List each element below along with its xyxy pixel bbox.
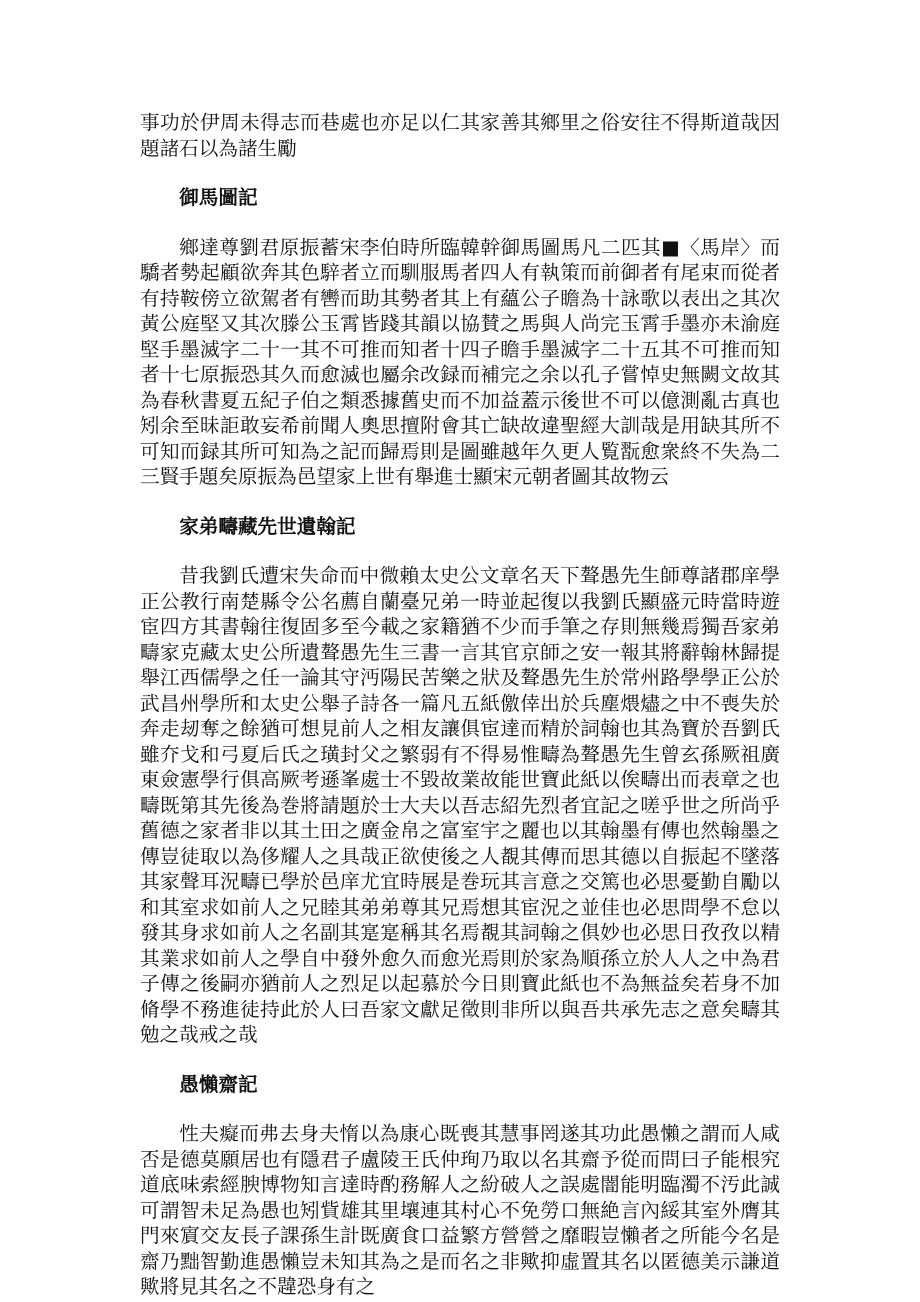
section-title-yuma: 御馬圖記 (179, 186, 258, 209)
section-title-yulan: 愚懶齋記 (179, 1072, 258, 1096)
section-title-jiadi: 家弟疇藏先世遺翰記 (179, 514, 356, 538)
section-body-yuma: 鄉達尊劉君原振蓄宋李伯時所臨韓幹御馬圖馬凡二匹其■〈馬岸〉而驕者勢起顧欲奔其色騂者立而馴服馬者四人有執策而前御者有尾束而從者有持鞍傍立欲駕者有轡而助其勢者其上有蘊公子瞻為十詠歌以表出之其次黃公庭堅又其次滕公玉霄皆踐其韻以協賛之馬與人尚完玉霄手墨亦未渝庭堅手墨滅字二十一其不可推而知者十四子瞻手墨滅字二十五其不可推而知者十七原振恐其久而愈滅也屬余改録而補完之余以孔子嘗悼史無闕文故其為春秋書夏五紀子伯之類悉據舊史而不加益蓋示後世不可以億測亂古真也矧余至昧詎敢妄希前聞人奧思擅附會其亡缺故違聖經大訓哉是用缺其所不可知而録其所可知為之記而歸焉則是圖雖越年久更人覧翫愈衆終不失為二三賢手題矣原振為邑望家上世有舉進士顯宋元朝者圖其故物云 (140, 235, 780, 488)
section-body-jiadi: 昔我劉氏遭宋失命而中微賴太史公文章名天下聱愚先生師尊諸郡庠學正公教行南楚縣令公名薦自蘭臺兄弟一時並起復以我劉氏顯盛元時當時遊宦四方其書翰往復固多至今載之家籍猶不少而手筆之存則無幾焉獨吾家弟疇家克藏太史公所遺聱愚先生三書一言其官京師之安一報其將辭翰林歸提舉江西儒學之任一論其守沔陽民苦樂之狀及聱愚先生於常州路學學正公於武昌州學所和太史公舉子詩各一篇凡五紙儌倖出於兵塵煨燼之中不喪失於奔走刼奪之餘猶可想見前人之相友讓俱宦達而精於詞翰也其為寶於吾劉氏雖夰戈和弓夏后氏之璜封父之繁弱有不得易惟疇為聱愚先生曾玄孫厥祖廣東僉憲學行俱高厥考遜峯處士不毀故業故能世寶此紙以俟疇出而表章之也疇既第其先後為巻將請題於士大夫以吾志紹先烈者宜記之嗟乎世之所尚乎舊德之家者非以其土田之廣金帛之富室宇之麗也以其翰墨有傳也然翰墨之傳豈徒取以為侈耀人之具哉正欲使後之人覩其傳而思其德以自振起不墜落其家聲耳況疇已學於邑庠尤宜時展是巻玩其言意之交篤也必思憂勤自勵以和其室求如前人之兄睦其弟弟尊其兄焉想其宦況之並佳也必思問學不怠以發其身求如前人之名副其寔寔稱其名焉覩其詞翰之俱妙也必思日孜孜以精其業求如前人之學自中發外愈久而愈光焉則於家為順孫立於人人之中為君子傳之後嗣亦猶前人之烈足以起慕於今日則寶此紙也不為無益矣若身不加脩學不務進徒持此於人曰吾家文獻足徵則非所以與吾共承先志之意矣疇其勉之哉戒之哉 (140, 564, 780, 1046)
section-body-yulan: 性夫癡而弗去身夫惰以為康心既喪其慧事罔遂其功此愚懶之謂而人咸否是德莫願居也有隱君子盧陵王氏仲珣乃取以名其齋予從而問曰子能根究道底味索經腴博物知言達時酌務解人之紛破人之誤處闇能明臨濁不汚此誠可謂智未足為愚也矧貲雄其里壤連其村心不免勞口無絶言內綏其室外膺其門來賔交友長子課孫生計既廣食口益繁方營營之靡暇豈懶者之所能今名是齋乃黜智勤進愚懶豈未知其為之是而名之非歟抑虛置其名以匿德美示謙道歟將見其名之不韙恐身有之 (140, 1122, 780, 1298)
intro-paragraph: 事功於伊周未得志而巷處也亦足以仁其家善其鄉里之俗安往不得斯道哉因題諸石以為諸生勵 (140, 111, 780, 160)
